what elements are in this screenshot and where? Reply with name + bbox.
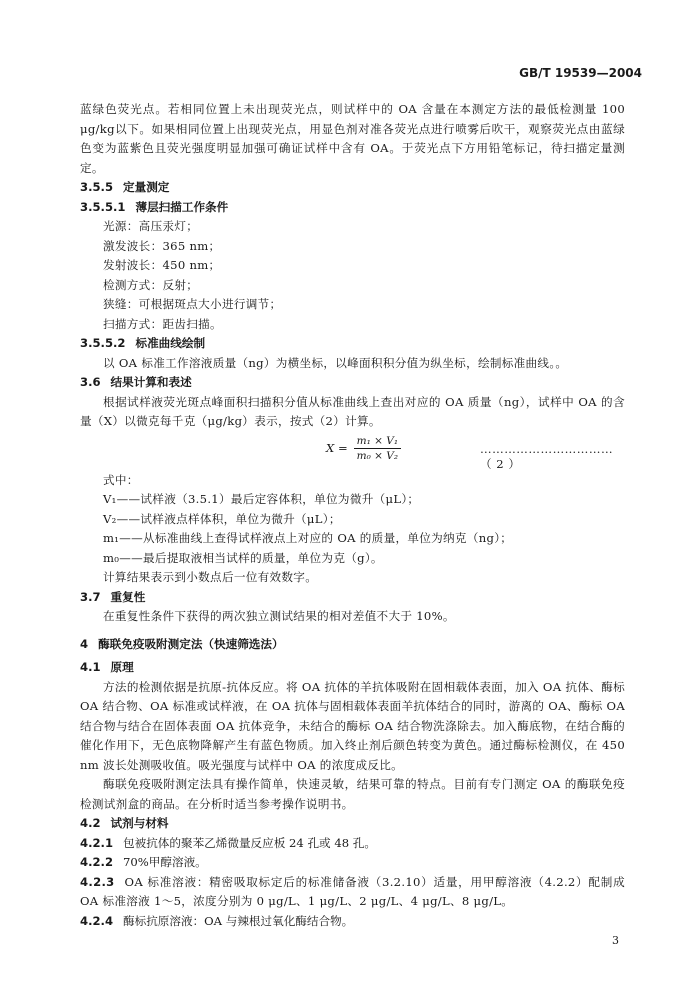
variable-definition: m₀——最后提取液相当试样的质量，单位为克（g）。: [103, 550, 383, 565]
list-item: 狭缝：可根据斑点大小进行调节；: [103, 297, 282, 311]
formula-denominator: m₀ × V₂: [356, 449, 399, 462]
list-item: 发射波长：450 nm；: [103, 258, 221, 272]
item-number: 4.2.2: [80, 855, 114, 869]
heading-number: 3.5.5: [80, 180, 114, 194]
heading-number: 3.6: [80, 375, 101, 389]
formula-expression: [326, 435, 401, 462]
item-number: 4.2.4: [80, 913, 114, 928]
heading-number: 3.5.5.1: [80, 199, 126, 214]
heading-3-6: [80, 373, 625, 393]
list-item: 检测方式：反射；: [103, 277, 199, 292]
formula-fraction: [354, 435, 401, 462]
item-number: 4.2.1: [80, 835, 114, 850]
list-item: 激发波长：365 nm；: [103, 238, 221, 253]
heading-3-7: [80, 588, 625, 608]
paragraph-standard-curve: 以 OA 标准工作溶液质量（ng）为横坐标，以峰面积积分值为纵坐标，绘制标准曲线。。: [103, 355, 568, 370]
item-text: OA 标准溶液：精密吸取标定后的标准储备液（3.2.10）适量，用甲醇溶液（4.2.2）配制成 OA 标准溶液 1～5，浓度分别为 0 μg/L、1 μg/L、2 μg/L、4 μg/L、8 μg/L。: [80, 874, 625, 908]
item-number: 4.2.3: [80, 874, 115, 889]
item-4-2-4: [80, 912, 625, 932]
scan-conditions-list: [80, 217, 625, 334]
heading-number: 3.7: [80, 589, 101, 604]
variable-definition: V₂——试样液点样体积，单位为微升（μL）；: [103, 511, 341, 526]
paragraph-calculation: 根据试样液荧光斑点峰面积扫描积分值从标准曲线上查出对应的 OA 质量（ng），试样中 OA 的含量（X）以微克每千克（μg/kg）表示，按式（2）计算。: [80, 394, 625, 428]
paragraph-repeatability: 在重复性条件下获得的两次独立测试结果的相对差值不大于 10%。: [103, 609, 455, 623]
variable-definition: m₁——从标准曲线上查得试样液点上对应的 OA 的质量，单位为纳克（ng）；: [103, 531, 513, 545]
item-text: 包被抗体的聚苯乙烯微量反应板 24 孔或 48 孔。: [123, 835, 376, 850]
list-item: 扫描方式：距齿扫描。: [103, 316, 222, 331]
heading-4-1: [80, 658, 625, 678]
item-4-2-1: [80, 834, 625, 854]
paragraph-principle: 方法的检测依据是抗原-抗体反应。将 OA 抗体的羊抗体吸附在固相载体表面，加入 OA 抗体、酶标 OA 结合物、OA 标准或试样液，在 OA 抗体与固相载体表面羊抗体结合的同时，游离的 OA、酶标 OA 结合物与结合在固体表面 OA 抗体竞争，未结合的酶标 OA 结合物洗涤除去。加入酶底物，在结合酶的催化作用下，无色底物降解产生有蓝色物质。加入终止剂后颜色转变为黄色。通过酶标检测仪，在 450 nm 波长处测吸收值。吸光强度与试样中 OA 的浓度成反比。: [80, 679, 625, 772]
heading-title: 原理: [110, 660, 134, 674]
heading-4: [80, 635, 625, 655]
paragraph-elisa-features: 酶联免疫吸附测定法具有操作简单，快速灵敏，结果可靠的特点。目前有专门测定 OA 的酶联免疫检测试剂盒的商品。在分析时适当参考操作说明书。: [80, 777, 625, 811]
variable-definition: V₁——试样液（3.5.1）最后定容体积，单位为微升（μL）；: [103, 492, 420, 506]
item-text: 70%甲醇溶液。: [123, 855, 207, 869]
heading-3-5-5: [80, 178, 625, 198]
item-text: 酶标抗原溶液：OA 与辣根过氧化酶结合物。: [123, 913, 354, 928]
heading-number: 4.2: [80, 816, 101, 830]
page-number: 3: [612, 934, 619, 947]
heading-title: 标准曲线绘制: [135, 336, 206, 350]
formula-numerator: m₁ × V₁: [354, 435, 401, 449]
heading-title: 重复性: [110, 589, 146, 604]
heading-number: 4: [80, 636, 89, 651]
heading-title: 试剂与材料: [110, 816, 169, 830]
heading-3-5-5-2: [80, 334, 625, 354]
standard-number: GB/T 19539—2004: [519, 66, 642, 80]
heading-title: 酶联免疫吸附测定法（快速筛选法）: [98, 636, 284, 651]
heading-number: 3.5.5.2: [80, 336, 126, 350]
variable-definitions: [80, 490, 625, 568]
where-label: 式中：: [103, 472, 139, 487]
paragraph-fluorescence: 蓝绿色荧光点。若相同位置上未出现荧光点，则试样中的 OA 含量在本测定方法的最低检测量 100 μg/kg以下。如果相同位置上出现荧光点，用显色剂对准各荧光点进行喷雾后吹干，观察荧光点由蓝绿色变为蓝紫色且荧光强度明显加强可确证试样中含有 OA。于荧光点下方用铅笔标记，待扫描定量测定。: [80, 102, 625, 175]
heading-title: 结果计算和表述: [110, 375, 192, 389]
list-item: 光源：高压汞灯；: [103, 219, 199, 233]
formula-2: [80, 434, 625, 471]
item-4-2-2: [80, 853, 625, 873]
heading-number: 4.1: [80, 660, 101, 674]
heading-4-2: [80, 814, 625, 834]
heading-title: 薄层扫描工作条件: [135, 199, 229, 214]
equation-number: ……………………………（ 2 ）: [480, 441, 614, 471]
heading-title: 定量测定: [123, 180, 170, 194]
formula-lhs: X =: [326, 441, 348, 455]
item-4-2-3: [80, 873, 625, 912]
heading-3-5-5-1: [80, 198, 625, 218]
calculation-note: 计算结果表示到小数点后一位有效数字。: [103, 570, 318, 584]
page-content: [80, 100, 625, 931]
